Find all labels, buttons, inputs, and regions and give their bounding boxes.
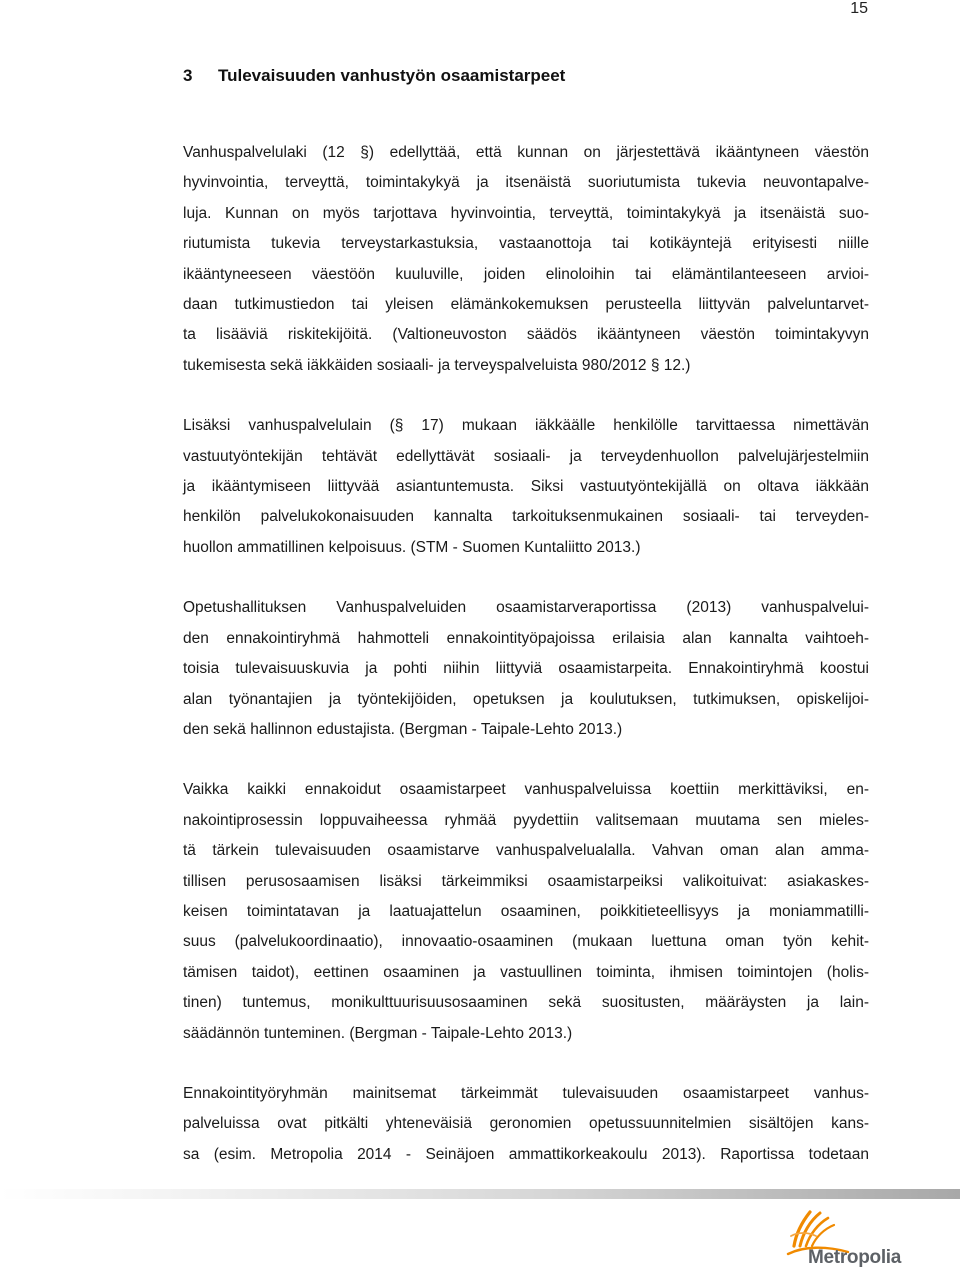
text-line: den ennakointiryhmä hahmotteli ennakointityöpajoissa erilaisia alan kannalta vaihtoeh-: [183, 629, 869, 647]
text-line: vastuutyöntekijän tehtävät edellyttävät sosiaali- ja terveydenhuollon palvelujärjestelmiin: [183, 447, 869, 465]
paragraph: [183, 411, 869, 563]
text-line: tillisen perusosaamisen lisäksi tärkeimmiksi osaamistarpeiksi valikoituivat: asiakaskes-: [183, 872, 869, 890]
section-title: Tulevaisuuden vanhustyön osaamistarpeet: [218, 66, 566, 85]
text-line: ikääntyneeseen väestöön kuuluville, joiden elinoloihin tai elämäntilanteeseen arvioi-: [183, 265, 869, 283]
text-line: tämisen taidot), eettinen osaaminen ja vastuullinen toiminta, ihmisen toimintojen (holis-: [183, 963, 869, 981]
text-line: suus (palvelukoordinaatio), innovaatio-osaaminen (mukaan luettuna oman työn kehit-: [183, 933, 869, 951]
text-line: riutumista tukevia terveystarkastuksia, vastaanottoja tai kotikäyntejä erityisesti niille: [183, 235, 869, 253]
text-line: nakointiprosessin loppuvaiheessa ryhmää pyydettiin valitsemaan muutama sen mieles-: [183, 811, 869, 829]
paragraph: [183, 138, 869, 381]
text-line: den sekä hallinnon edustajista. (Bergman - Taipale-Lehto 2013.): [183, 720, 623, 738]
text-line: henkilön palvelukokonaisuuden kannalta tarkoituksenmukainen sosiaali- tai terveyden-: [183, 508, 869, 526]
text-line: Vanhuspalvelulaki (12 §) edellyttää, että kunnan on järjestettävä ikääntyneen väestön: [183, 144, 869, 161]
text-line: alan työnantajien ja työntekijöiden, opetuksen ja koulutuksen, tutkimuksen, opiskelijoi-: [183, 690, 869, 708]
paragraph: [183, 1079, 869, 1170]
text-line: sa (esim. Metropolia 2014 - Seinäjoen ammattikorkeakoulu 2013). Raportissa todetaan: [183, 1145, 869, 1163]
text-line: luja. Kunnan on myös tarjottava hyvinvointia, terveyttä, toimintakykyä ja itsenäistä suo-: [183, 204, 869, 222]
text-line: tinen) tuntemus, monikulttuurisuusosaaminen sekä suositusten, määräysten ja lain-: [183, 994, 869, 1012]
page-number: 15: [850, 0, 868, 17]
text-line: palveluissa ovat pitkälti yhteneväisiä geronomien opetussuunnitelmien sisältöjen kans-: [183, 1115, 869, 1133]
text-line: tä tärkein tulevaisuuden osaamistarve vanhuspalvelualalla. Vahvan oman alan amma-: [183, 842, 869, 860]
metropolia-logo: [786, 1206, 936, 1272]
text-line: säädännön tunteminen. (Bergman - Taipale-Lehto 2013.): [183, 1024, 573, 1042]
text-line: keisen toimintatavan ja laatuajattelun osaaminen, poikkitieteellisyys ja moniammatilli-: [183, 902, 869, 920]
logo-text: Metropolia: [808, 1247, 902, 1268]
text-line: Lisäksi vanhuspalvelulain (§ 17) mukaan iäkkäälle henkilölle tarvittaessa nimettävän: [183, 417, 869, 435]
text-line: toisia tulevaisuuskuvia ja pohti niihin liittyviä osaamistarpeita. Ennakointiryhmä koostui: [183, 660, 869, 678]
section-heading: [183, 66, 565, 86]
text-line: Vaikka kaikki ennakoidut osaamistarpeet vanhuspalveluissa koettiin merkittäviksi, en-: [183, 781, 869, 799]
paragraph: [183, 593, 869, 745]
body-text: [183, 138, 869, 1200]
text-line: Ennakointityöryhmän mainitsemat tärkeimmät tulevaisuuden osaamistarpeet vanhus-: [183, 1084, 869, 1102]
text-line: daan tutkimustiedon tai yleisen elämänkokemuksen perusteella liittyvän palveluntarvet-: [183, 296, 869, 314]
paragraph: [183, 775, 869, 1049]
text-line: Opetushallituksen Vanhuspalveluiden osaamistarveraportissa (2013) vanhuspalvelui-: [183, 599, 869, 617]
text-line: huollon ammatillinen kelpoisuus. (STM - Suomen Kuntaliitto 2013.): [183, 538, 641, 556]
text-line: ta lisääviä riskitekijöitä. (Valtioneuvoston säädös ikääntyneen väestön toimintakyvyn: [183, 326, 869, 344]
text-line: ja ikääntymiseen liittyvää asiantuntemusta. Siksi vastuutyöntekijällä on oltava iäkkään: [183, 478, 869, 496]
footer-divider: [0, 1189, 960, 1199]
section-number: 3: [183, 66, 193, 85]
text-line: tukemisesta sekä iäkkäiden sosiaali- ja terveyspalveluista 980/2012 § 12.): [183, 356, 691, 374]
text-line: hyvinvointia, terveyttä, toimintakykyä ja itsenäistä suoriutumista tukevia neuvontapalve-: [183, 174, 869, 192]
